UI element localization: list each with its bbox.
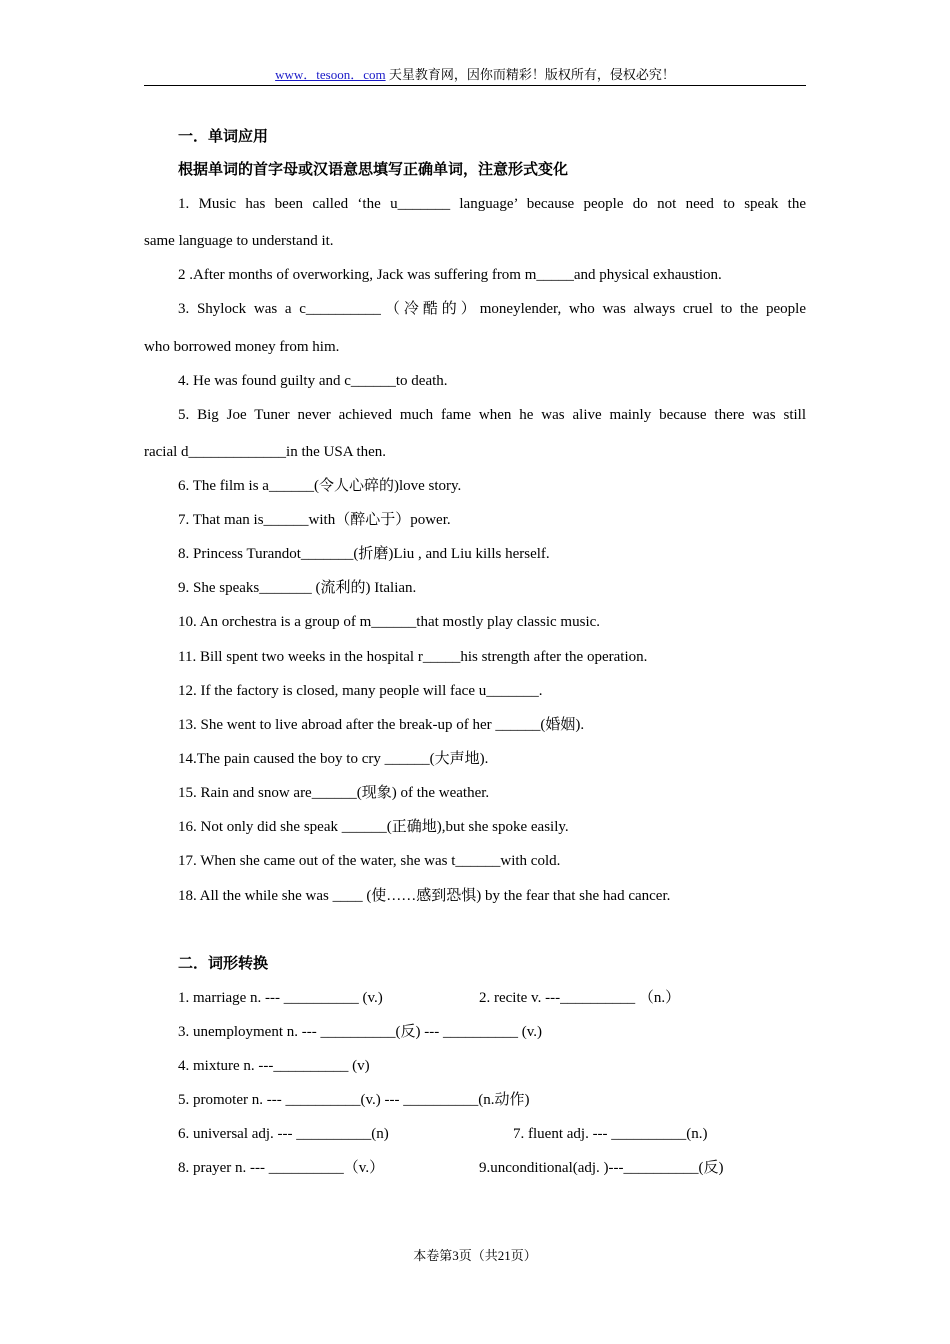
page-header: [144, 66, 806, 84]
item-11: 11. Bill spent two weeks in the hospital r_____his strength after the operation.: [178, 649, 648, 665]
item-6: 6. The film is a______(令人心碎的)love story.: [178, 478, 462, 494]
item-8: 8. Princess Turandot_______(折磨)Liu , and Liu kills herself.: [178, 546, 550, 562]
wordform-item-5: 5. promoter n. --- __________(v.) --- __________(n.动作): [178, 1092, 530, 1108]
section1-title: 一．单词应用: [178, 129, 269, 145]
item-12: 12. If the factory is closed, many people will face u_______.: [178, 683, 543, 699]
wordform-item-2: 2. recite v. ---__________ （n.）: [479, 990, 681, 1006]
item-14: 14.The pain caused the boy to cry ______(大声地).: [178, 751, 489, 767]
item-1-line1: 1. Music has been called ‘the u_______ language’ because people do not need to speak the: [178, 196, 806, 212]
item-15: 15. Rain and snow are______(现象) of the weather.: [178, 785, 490, 801]
item-3-line2: who borrowed money from him.: [144, 339, 340, 355]
header-text: 天星教育网，因你而精彩！版权所有，侵权必究！: [385, 67, 675, 82]
wordform-item-1: 1. marriage n. --- __________ (v.): [178, 990, 383, 1006]
wordform-item-3: 3. unemployment n. --- __________(反) --- __________ (v.): [178, 1024, 542, 1040]
item-18: 18. All the while she was ____ (使……感到恐惧) by the fear that she had cancer.: [178, 888, 671, 904]
item-17: 17. When she came out of the water, she was t______with cold.: [178, 853, 561, 869]
page-footer: 本卷第3页（共21页）: [413, 1248, 537, 1263]
item-2: 2 .After months of overworking, Jack was suffering from m_____and physical exhaustion.: [178, 267, 722, 283]
wordform-item-7: 7. fluent adj. --- __________(n.): [513, 1126, 708, 1142]
item-1-line2: same language to understand it.: [144, 233, 334, 249]
item-16: 16. Not only did she speak ______(正确地),but she spoke easily.: [178, 819, 569, 835]
wordform-item-4: 4. mixture n. ---__________ (v): [178, 1058, 370, 1074]
item-10: 10. An orchestra is a group of m______that mostly play classic music.: [178, 614, 601, 630]
section1-instruction: 根据单词的首字母或汉语意思填写正确单词，注意形式变化: [178, 162, 569, 178]
wordform-item-6: 6. universal adj. --- __________(n): [178, 1126, 389, 1142]
section2-title: 二．词形转换: [178, 956, 269, 972]
item-3-line1: 3. Shylock was a c__________（冷酷的）moneylender, who was always cruel to the people: [178, 301, 806, 317]
item-13: 13. She went to live abroad after the break-up of her ______(婚姻).: [178, 717, 585, 733]
wordform-item-9: 9.unconditional(adj. )---__________(反): [479, 1160, 724, 1176]
header-link[interactable]: www．tesoon．com: [275, 67, 386, 82]
header-rule: [144, 85, 806, 86]
item-9: 9. She speaks_______ (流利的) Italian.: [178, 580, 417, 596]
item-4: 4. He was found guilty and c______to death.: [178, 373, 448, 389]
item-5-line2: racial d_____________in the USA then.: [144, 444, 387, 460]
wordform-item-8: 8. prayer n. --- __________（v.）: [178, 1160, 385, 1176]
item-5-line1: 5. Big Joe Tuner never achieved much fame when he was alive mainly because there was still: [178, 407, 806, 423]
item-7: 7. That man is______with（醉心于）power.: [178, 512, 451, 528]
